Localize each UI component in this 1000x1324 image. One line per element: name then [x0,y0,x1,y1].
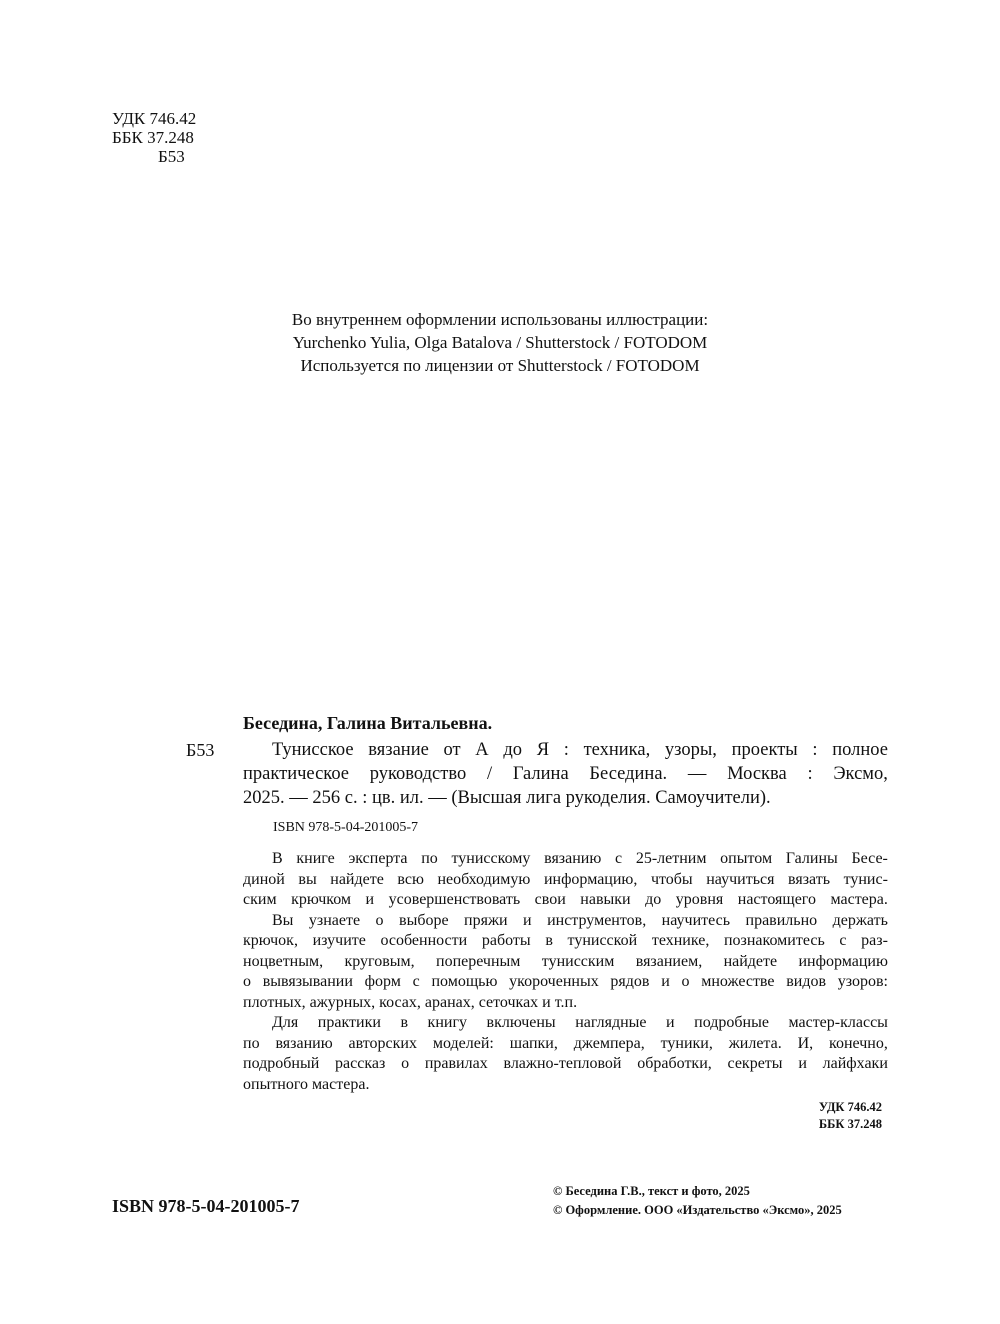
word: держать [832,911,888,929]
word: найдете [723,952,778,970]
word: мастер-классы [788,1014,888,1031]
annotation [243,849,888,1095]
word: рассказ [335,1055,386,1072]
word: по [243,1034,260,1052]
word: жилета. [728,1034,782,1052]
credits-line: Yurchenko Yulia, Olga Batalova / Shutterstock / FOTODOM [292,333,708,352]
word: техника, [583,740,651,760]
word: вязанию [544,850,602,867]
word: по [421,850,438,867]
credits-line: Используется по лицензии от Shutterstock / FOTODOM [300,356,700,375]
word: Галина [512,764,569,784]
text-line [243,762,888,786]
word: с [615,850,623,867]
word: туники, [660,1034,713,1052]
word: книге [296,850,335,867]
copyright-block [553,1182,842,1220]
word: вязание [368,740,429,760]
word: в [400,1014,409,1031]
word: помощью [431,973,498,990]
illustration-credits [200,308,800,377]
bibliographic-description [243,738,888,810]
text-line [243,738,888,762]
word: о [243,973,251,990]
word: раз- [861,932,888,949]
word: И, [797,1034,814,1052]
word: мастера. [830,891,888,908]
word: подробные [694,1014,769,1031]
text-line [243,952,888,973]
word: : [807,764,813,784]
word: : [563,740,569,760]
word: и [798,1055,807,1072]
isbn-bottom: ISBN 978-5-04-201005-7 [112,1196,300,1216]
word: Галины [785,850,838,867]
word: технике, [651,932,710,949]
udk-code-right: УДК 746.42 [818,1100,882,1114]
classification-codes-right [819,1099,882,1133]
word: практическое [243,764,350,784]
word: эксперта [348,850,408,867]
word: моделей: [432,1034,494,1052]
word: — [687,764,707,784]
word: опытного мастера. [243,1075,370,1093]
author-heading: Беседина, Галина Витальевна. [243,713,493,733]
word: крючком [291,891,352,908]
word: лайфхаки [822,1055,888,1072]
classification-codes [112,109,196,166]
word: тунисскому [451,850,531,867]
credits-line: Во внутреннем оформлении использованы иллюстрации: [291,310,709,329]
copyright-line: © Оформление. ООО «Издательство «Эксмо», 2025 [553,1203,842,1217]
word: полное [832,740,888,760]
word: и [661,973,670,990]
text-line [243,890,888,911]
text-line [243,870,888,891]
word: множестве [701,973,775,990]
word: В [272,850,283,867]
word: Я [536,740,550,760]
word: диной [243,870,285,888]
word: особенности [380,932,468,949]
word: укороченных [509,973,599,990]
word: и [365,891,375,908]
word: инструментов, [547,911,647,929]
word: Эксмо, [833,764,888,784]
word: всю [397,870,424,888]
word: до [645,891,662,908]
word: видов [786,973,827,990]
word: : [812,740,818,760]
word: чтобы [650,870,693,888]
author-mark-left: Б53 [186,740,215,760]
word: обработки, [637,1055,712,1072]
word: научитесь [661,911,731,929]
word: джемпера, [573,1034,645,1052]
word: работы [481,932,531,949]
word: изучите [312,932,366,949]
word: вязанием, [635,952,703,970]
word: Тунисское [272,740,354,760]
word: шапки, [509,1034,558,1052]
text-line [243,1013,888,1034]
word: с [412,973,420,990]
text-line [243,1034,888,1055]
word: о [401,1055,410,1072]
word: свои [534,891,566,908]
bbk-code: ББК 37.248 [112,128,194,147]
word: 25-летним [635,850,707,867]
word: информацию, [543,870,638,888]
word: практики [317,1014,381,1031]
word: 2025. — 256 с. : цв. ил. — (Высшая лига рукоделия. Самоучители). [243,788,771,808]
word: уровня [675,891,724,908]
word: необходимую [437,870,531,888]
word: информацию [798,952,888,970]
word: секреты [727,1055,783,1072]
word: вязанию [275,1034,333,1052]
text-line [243,1054,888,1075]
word: научиться [706,870,775,888]
word: правильно [745,911,818,929]
word: узоры, [664,740,717,760]
text-line [243,1075,888,1096]
word: тунисской [567,932,638,949]
word: от [443,740,461,760]
word: Для [272,1014,299,1031]
word: пряжи [464,911,508,929]
word: с [839,932,847,949]
word: навыки [580,891,631,908]
word: найдете [330,870,384,888]
text-line [243,931,888,952]
word: / [486,764,493,784]
author-mark: Б53 [158,147,185,166]
word: конечно, [829,1034,888,1052]
word: наглядные [575,1014,647,1031]
word: узоров: [837,973,888,990]
word: до [503,740,523,760]
word: ским [243,891,277,908]
word: ноцветным, [243,952,324,970]
word: Москва [727,764,787,784]
word: о [681,973,690,990]
word: о [375,911,384,929]
text-line [243,911,888,932]
word: крючок, [243,932,298,949]
word: вязать [788,870,831,888]
isbn-small: ISBN 978-5-04-201005-7 [273,820,419,835]
word: узнаете [308,911,361,929]
word: влажно-тепловой [503,1055,622,1072]
word: Бесе- [851,850,888,867]
word: настоящего [737,891,816,908]
word: вы [298,870,317,888]
copyright-line: © Беседина Г.В., текст и фото, 2025 [553,1184,750,1198]
text-line [243,972,888,993]
word: включены [486,1014,556,1031]
udk-code: УДК 746.42 [112,109,197,128]
word: выборе [399,911,449,929]
word: поперечным [436,952,521,970]
word: Вы [272,911,294,929]
word: плотных, ажурных, косах, аранах, сеточках и т.п. [243,993,578,1011]
word: авторских [348,1034,417,1052]
bbk-code-right: ББК 37.248 [818,1117,882,1131]
word: в [545,932,553,949]
word: подробный [243,1055,320,1072]
word: правилах [424,1055,488,1072]
word: тунис- [843,870,888,888]
word: рядов [610,973,650,990]
word: книгу [427,1014,468,1031]
word: круговым, [344,952,415,970]
word: Беседина. [589,764,668,784]
text-line [243,849,888,870]
word: и [523,911,532,929]
word: познакомитесь [723,932,825,949]
word: форм [364,973,401,990]
word: усовершенствовать [388,891,521,908]
text-line [243,786,888,810]
word: А [475,740,489,760]
text-line [243,993,888,1014]
word: и [666,1014,675,1031]
word: тунисским [541,952,615,970]
word: вывязывании [262,973,353,990]
word: опытом [720,850,773,867]
word: проекты [731,740,798,760]
word: руководство [369,764,467,784]
